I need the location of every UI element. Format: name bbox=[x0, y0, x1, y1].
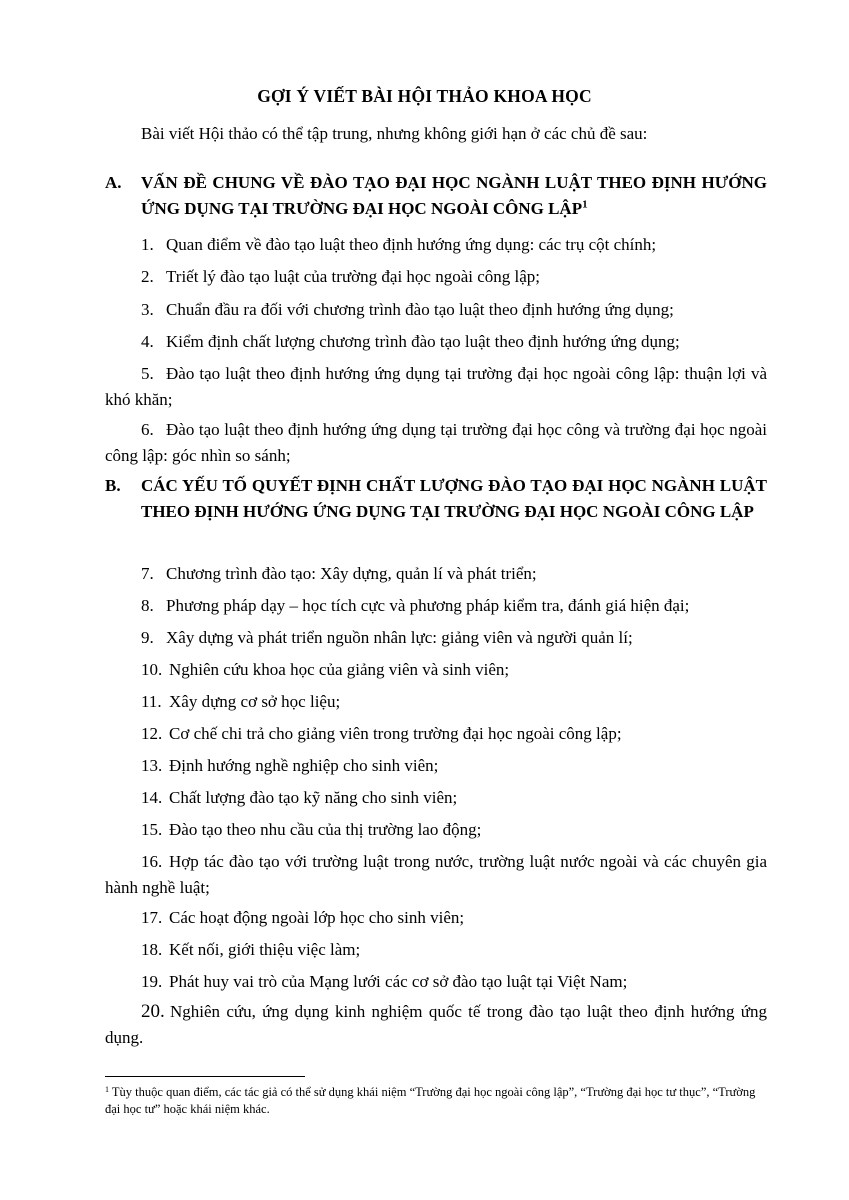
list-item bbox=[105, 232, 767, 258]
list-item-number: 15. bbox=[141, 820, 163, 839]
section-a-heading bbox=[105, 170, 767, 222]
list-item-number: 14. bbox=[141, 788, 163, 807]
list-item-number: 5. bbox=[141, 364, 154, 383]
list-item-number: 20. bbox=[141, 1001, 165, 1022]
list-item bbox=[105, 625, 767, 651]
list-item bbox=[105, 264, 767, 290]
list-item bbox=[105, 417, 767, 469]
list-item-text: Đào tạo theo nhu cầu của thị trường lao động; bbox=[169, 820, 482, 839]
list-item-number: 17. bbox=[141, 908, 163, 927]
list-item-number: 3. bbox=[141, 300, 154, 319]
footnote-reference: 1 bbox=[582, 198, 588, 211]
list-item-number: 16. bbox=[141, 852, 163, 871]
list-item bbox=[105, 329, 767, 355]
list-item-number: 18. bbox=[141, 940, 163, 959]
list-item-number: 13. bbox=[141, 756, 163, 775]
section-b-letter: B. bbox=[105, 476, 121, 495]
list-item-number: 11. bbox=[141, 692, 162, 711]
list-item bbox=[105, 593, 767, 619]
page-title: GỢI Ý VIẾT BÀI HỘI THẢO KHOA HỌC bbox=[257, 86, 592, 106]
footnote-divider bbox=[105, 1076, 305, 1077]
list-item-text: Nghiên cứu, ứng dụng kinh nghiệm quốc tế trong đào tạo luật theo định hướng ứng dụng. bbox=[105, 1002, 767, 1047]
list-item-text: Đào tạo luật theo định hướng ứng dụng tại trường đại học ngoài công lập: thuận lợi và khó khăn; bbox=[105, 364, 767, 409]
list-item bbox=[105, 721, 767, 747]
list-item bbox=[105, 817, 767, 843]
footnote-number: 1 bbox=[105, 1085, 109, 1094]
section-a-title bbox=[141, 170, 767, 222]
list-item-text: Chương trình đào tạo: Xây dựng, quản lí và phát triển; bbox=[166, 564, 537, 583]
list-item-text: Hợp tác đào tạo với trường luật trong nước, trường luật nước ngoài và các chuyên gia hành nghề luật; bbox=[105, 852, 767, 897]
section-a-letter: A. bbox=[105, 173, 122, 192]
list-item bbox=[105, 561, 767, 587]
list-item bbox=[105, 937, 767, 963]
list-item bbox=[105, 689, 767, 715]
list-item-text: Cơ chế chi trả cho giảng viên trong trường đại học ngoài công lập; bbox=[169, 724, 622, 743]
list-item bbox=[105, 905, 767, 931]
list-item-number: 19. bbox=[141, 972, 163, 991]
list-item bbox=[105, 969, 767, 995]
list-item-text: Xây dựng cơ sở học liệu; bbox=[169, 692, 341, 711]
list-item-text: Chất lượng đào tạo kỹ năng cho sinh viên; bbox=[169, 788, 458, 807]
list-item bbox=[105, 361, 767, 413]
footnote bbox=[105, 1084, 765, 1118]
list-item-text: Nghiên cứu khoa học của giảng viên và sinh viên; bbox=[169, 660, 510, 679]
list-item-text: Kết nối, giới thiệu việc làm; bbox=[169, 940, 361, 959]
list-item-number: 6. bbox=[141, 420, 154, 439]
intro-paragraph: Bài viết Hội thảo có thể tập trung, nhưng không giới hạn ở các chủ đề sau: bbox=[141, 124, 648, 143]
list-item-text: Quan điểm về đào tạo luật theo định hướng ứng dụng: các trụ cột chính; bbox=[166, 235, 657, 254]
list-item bbox=[105, 849, 767, 901]
list-item-text: Kiểm định chất lượng chương trình đào tạo luật theo định hướng ứng dụng; bbox=[166, 332, 680, 351]
list-item-text: Phương pháp dạy – học tích cực và phương pháp kiểm tra, đánh giá hiện đại; bbox=[166, 596, 690, 615]
list-item bbox=[105, 297, 767, 323]
section-a-title-text: VẤN ĐỀ CHUNG VỀ ĐÀO TẠO ĐẠI HỌC NGÀNH LUẬT THEO ĐỊNH HƯỚNG ỨNG DỤNG TẠI TRƯỜNG ĐẠI HỌC NGOÀI CÔNG LẬP bbox=[141, 173, 767, 218]
section-b-title: CÁC YẾU TỐ QUYẾT ĐỊNH CHẤT LƯỢNG ĐÀO TẠO ĐẠI HỌC NGÀNH LUẬT THEO ĐỊNH HƯỚNG ỨNG DỤNG TẠI TRƯỜNG ĐẠI HỌC NGOÀI CÔNG LẬP bbox=[141, 476, 767, 521]
list-item-number: 10. bbox=[141, 660, 163, 679]
list-item-number: 7. bbox=[141, 564, 154, 583]
list-item-text: Phát huy vai trò của Mạng lưới các cơ sở đào tạo luật tại Việt Nam; bbox=[169, 972, 628, 991]
list-item-text: Các hoạt động ngoài lớp học cho sinh viên; bbox=[169, 908, 465, 927]
list-item-text: Chuẩn đầu ra đối với chương trình đào tạo luật theo định hướng ứng dụng; bbox=[166, 300, 674, 319]
list-item bbox=[105, 753, 767, 779]
footnote-text: Tùy thuộc quan điểm, các tác giả có thể sử dụng khái niệm “Trường đại học ngoài công lập”, “Trường đại học tư thục”, “Trường đại học tư” hoặc khái niệm khác. bbox=[105, 1085, 756, 1116]
list-item bbox=[105, 999, 767, 1051]
list-item-text: Đào tạo luật theo định hướng ứng dụng tại trường đại học công và trường đại học ngoài công lập: góc nhìn so sánh; bbox=[105, 420, 767, 465]
list-item bbox=[105, 785, 767, 811]
list-item-text: Xây dựng và phát triển nguồn nhân lực: giảng viên và người quản lí; bbox=[166, 628, 633, 647]
list-item bbox=[105, 657, 767, 683]
list-item-text: Định hướng nghề nghiệp cho sinh viên; bbox=[169, 756, 439, 775]
list-item-number: 8. bbox=[141, 596, 154, 615]
section-b-heading bbox=[105, 473, 767, 525]
list-item-number: 1. bbox=[141, 235, 154, 254]
list-item-number: 9. bbox=[141, 628, 154, 647]
list-item-text: Triết lý đào tạo luật của trường đại học ngoài công lập; bbox=[166, 267, 541, 286]
list-item-number: 2. bbox=[141, 267, 154, 286]
list-item-number: 12. bbox=[141, 724, 163, 743]
list-item-number: 4. bbox=[141, 332, 154, 351]
